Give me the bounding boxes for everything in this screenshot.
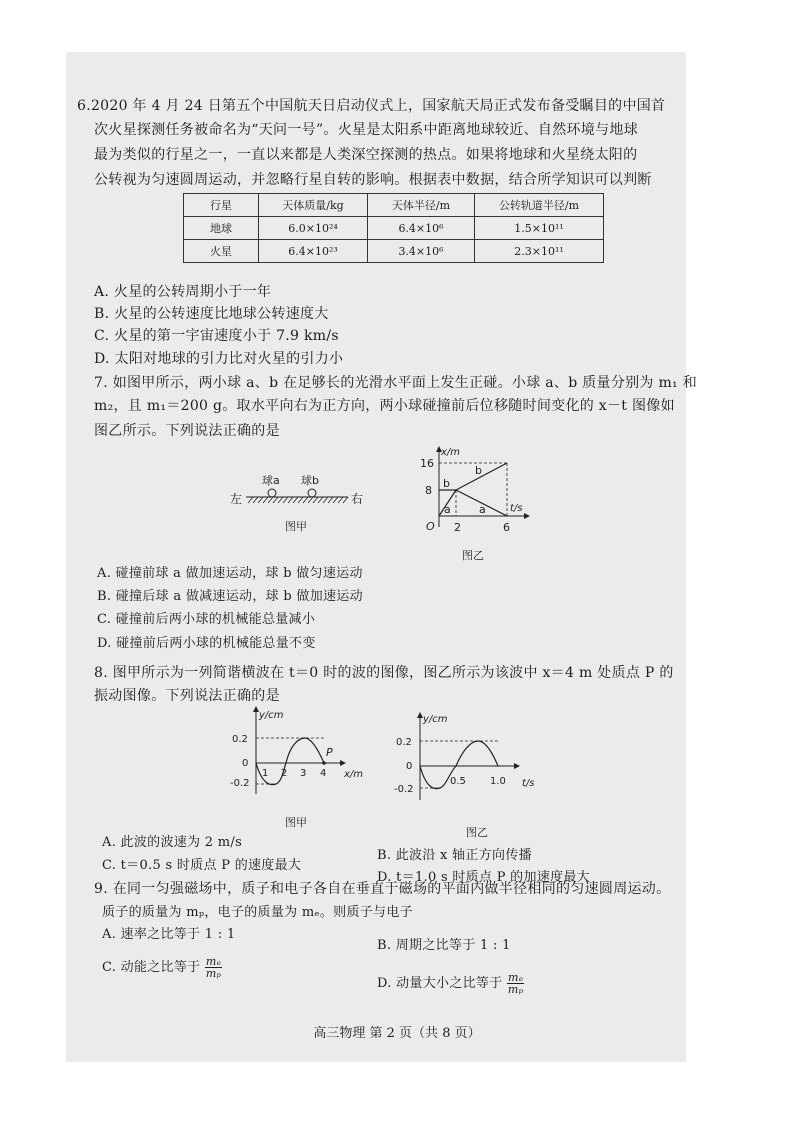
q6-option-c: C. 火星的第一宇宙速度小于 7.9 km/s [94, 328, 339, 344]
q7-figure-yi [418, 445, 538, 540]
hatch-mark [328, 497, 333, 503]
table-cell: 1.5×10¹¹ [475, 217, 604, 240]
q7-line-3: 图乙所示。下列说法正确的是 [94, 423, 280, 439]
page-footer: 高三物理 第 2 页（共 8 页） [313, 1026, 481, 1041]
table-cell: 6.4×10⁶ [368, 217, 475, 240]
origin-label: O [426, 520, 435, 533]
hatch-mark [248, 497, 253, 503]
x-tick-0.5: 0.5 [450, 776, 466, 787]
y-axis-label: x/m [441, 447, 461, 458]
q8-figure-yi [390, 708, 540, 808]
fraction-denominator: mₚ [507, 983, 524, 996]
label-a-before: a [444, 503, 451, 516]
x-tick-2: 2 [454, 521, 461, 534]
q9-line-1: 9. 在同一匀强磁场中，质子和电子各自在垂直于磁场的平面内做半径相同的匀速圆周运动。 [94, 881, 671, 897]
table-cell: 2.3×10¹¹ [475, 240, 604, 263]
q7-option-b: B. 碰撞后球 a 做减速运动，球 b 做加速运动 [97, 589, 363, 604]
fraction-numerator: mₑ [205, 955, 222, 968]
table-cell: 6.0×10²⁴ [259, 217, 368, 240]
q7-option-d: D. 碰撞前后两小球的机械能总量不变 [97, 636, 316, 651]
fraction-numerator: mₑ [507, 971, 524, 984]
table-cell: 3.4×10⁶ [368, 240, 475, 263]
hatch-mark [268, 497, 273, 503]
fraction-me-over-mp [507, 972, 524, 995]
table-header-cell: 公转轨道半径/m [475, 194, 604, 217]
q6-option-d: D. 太阳对地球的引力比对火星的引力小 [94, 351, 344, 367]
table-row [184, 217, 604, 240]
q7-line-1: 7. 如图甲所示，两小球 a、b 在足够长的光滑水平面上发生正碰。小球 a、b 质量分别为 m₁ 和 [94, 375, 698, 391]
y-tick-0: 0 [406, 761, 413, 772]
hatch-mark [318, 497, 323, 503]
table-header-row [184, 194, 604, 217]
y-tick-neg0.2: -0.2 [230, 778, 250, 789]
x-axis-label: t/s [510, 503, 523, 514]
hatch-mark [343, 497, 348, 503]
point-p-label: P [326, 746, 333, 759]
hatch-mark [313, 497, 318, 503]
label-ball-b: 球b [301, 474, 319, 487]
hatch-mark [253, 497, 258, 503]
ball-a [268, 489, 276, 497]
y-tick-8: 8 [425, 484, 432, 497]
table-header-cell: 天体质量/kg [259, 194, 368, 217]
x-tick-4: 4 [320, 768, 327, 779]
y-tick-0: 0 [242, 758, 249, 769]
hatch-mark [298, 497, 303, 503]
hatch-mark [323, 497, 328, 503]
q9-option-b: B. 周期之比等于 1 : 1 [377, 938, 511, 953]
hatch-mark [273, 497, 278, 503]
table-cell: 火星 [184, 240, 259, 263]
x-axis-arrow [514, 763, 520, 769]
q7-option-a: A. 碰撞前球 a 做加速运动，球 b 做匀速运动 [97, 566, 363, 581]
label-ball-a: 球a [262, 474, 280, 487]
q6-line-4: 公转视为匀速圆周运动，并忽略行星自转的影响。根据表中数据，结合所学知识可以判断 [94, 172, 652, 188]
q8-option-d: D. t＝1.0 s 时质点 P 的加速度最大 [377, 870, 590, 885]
q6-option-b: B. 火星的公转速度比地球公转速度大 [94, 306, 329, 322]
q9-option-c-text: C. 动能之比等于 [102, 960, 201, 975]
fraction-denominator: mₚ [205, 967, 222, 980]
hatch-mark [333, 497, 338, 503]
q6-option-a: A. 火星的公转周期小于一年 [94, 284, 272, 300]
x-axis-arrow [524, 513, 530, 519]
y-tick-16: 16 [420, 457, 434, 470]
hatch-mark [283, 497, 288, 503]
q8-line-1: 8. 图甲所示为一列简谐横波在 t＝0 时的波的图像，图乙所示为该波中 x＝4 m 处质点 P 的 [94, 665, 674, 681]
hatch-mark [258, 497, 263, 503]
table-cell: 6.4×10²³ [259, 240, 368, 263]
q8-caption-jia: 图甲 [285, 816, 307, 829]
q7-line-2: m₂，且 m₁＝200 g。取水平向右为正方向，两小球碰撞前后位移随时间变化的 x－t 图像如 [94, 398, 675, 414]
x-tick-3: 3 [300, 768, 307, 779]
y-tick-0.2: 0.2 [232, 734, 248, 745]
y-tick-neg0.2: -0.2 [394, 784, 414, 795]
q7-caption-yi: 图乙 [462, 549, 484, 562]
x-axis-label: t/s [522, 778, 535, 789]
q9-option-a: A. 速率之比等于 1 : 1 [102, 927, 236, 942]
hatch-mark [263, 497, 268, 503]
hatch-mark [288, 497, 293, 503]
table-cell: 地球 [184, 217, 259, 240]
q7-caption-jia: 图甲 [285, 520, 307, 533]
q6-line-2: 次火星探测任务被命名为“天问一号”。火星是太阳系中距离地球较近、自然环境与地球 [94, 122, 639, 138]
hatch-mark [293, 497, 298, 503]
q9-line-2: 质子的质量为 mₚ，电子的质量为 mₑ。则质子与电子 [102, 905, 413, 920]
q7-option-c: C. 碰撞前后两小球的机械能总量减小 [97, 612, 316, 627]
table-header-cell: 天体半径/m [368, 194, 475, 217]
q8-caption-yi: 图乙 [466, 826, 488, 839]
q6-line-3: 最为类似的行星之一，一直以来都是人类深空探测的热点。如果将地球和火星绕太阳的 [94, 147, 638, 163]
q8-option-c: C. t＝0.5 s 时质点 P 的速度最大 [102, 858, 302, 873]
q8-line-2: 振动图像。下列说法正确的是 [94, 688, 280, 704]
y-axis-label: y/cm [259, 710, 284, 721]
fraction-me-over-mp [205, 956, 222, 979]
x-tick-1: 1 [262, 768, 269, 779]
q6-line-1: 6.2020 年 4 月 24 日第五个中国航天日启动仪式上，国家航天局正式发布备受瞩目的中国首 [77, 98, 666, 114]
q8-option-a: A. 此波的波速为 2 m/s [102, 835, 243, 850]
x-tick-2: 2 [281, 768, 288, 779]
hatch-mark [338, 497, 343, 503]
label-right: 右 [351, 492, 364, 506]
hatch-mark [303, 497, 308, 503]
x-axis-arrow [340, 760, 346, 766]
hatch-mark [308, 497, 313, 503]
q9-option-d [377, 972, 524, 995]
label-b-before: b [443, 477, 450, 490]
q8-option-b: B. 此波沿 x 轴正方向传播 [377, 848, 532, 863]
label-b-after: b [475, 464, 482, 477]
ground-hatching [248, 497, 348, 503]
point-p [322, 761, 326, 765]
table-header-cell: 行星 [184, 194, 259, 217]
y-tick-0.2: 0.2 [396, 737, 412, 748]
x-tick-6: 6 [503, 521, 510, 534]
q9-option-c [102, 956, 222, 979]
ball-b [308, 489, 316, 497]
label-left: 左 [230, 492, 243, 506]
q9-option-d-text: D. 动量大小之比等于 [377, 976, 503, 991]
hatch-mark [278, 497, 283, 503]
table-row [184, 240, 604, 263]
planet-data-table [183, 193, 604, 263]
q8-figure-jia [226, 702, 371, 802]
y-axis-label: y/cm [423, 714, 448, 725]
label-a-after: a [479, 503, 486, 516]
x-axis-label: x/m [344, 769, 364, 780]
x-tick-1.0: 1.0 [490, 776, 506, 787]
